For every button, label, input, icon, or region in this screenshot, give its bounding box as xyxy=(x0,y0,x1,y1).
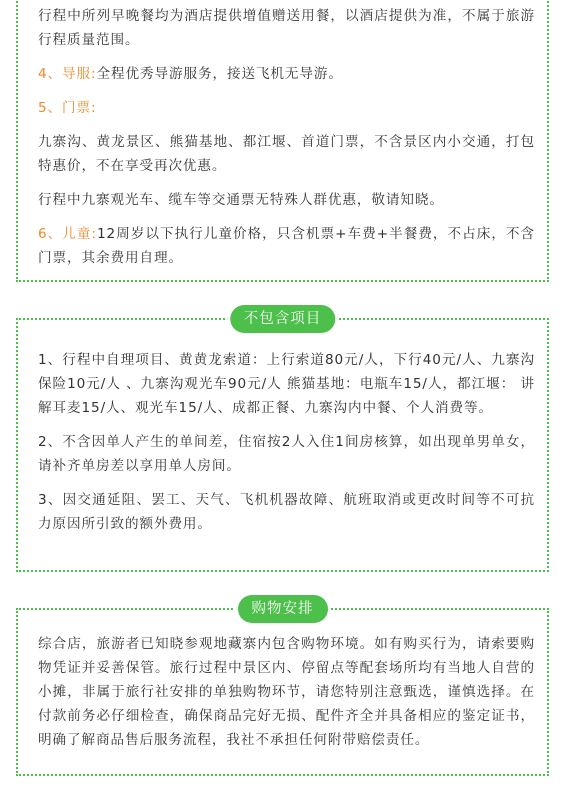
shopping-content xyxy=(38,632,535,762)
meals-note: 行程中所列早晚餐均为酒店提供增值赠送用餐，以酒店提供为准，不属于旅游行程质量范围。 xyxy=(38,8,535,48)
shopping-section-title: 购物安排 xyxy=(238,595,328,623)
excluded-content xyxy=(38,348,535,546)
shopping-section-box xyxy=(16,601,549,776)
tickets-label: 门票: xyxy=(62,100,97,116)
excluded-item-1: 1、行程中自理项目、黄黄龙索道：上行索道80元/人，下行40元/人、九寨沟保险10元/人 、九寨沟观光车90元/人 熊猫基地：电瓶车15/人，都江堰： 讲解耳麦15/人、观光车15/人、成都正餐、九寨沟内中餐、个人消费等。 xyxy=(38,352,535,416)
children-num: 6、 xyxy=(38,226,63,242)
children-item xyxy=(38,222,535,270)
guide-item xyxy=(38,62,535,86)
excluded-section-title: 不包含项目 xyxy=(230,305,336,333)
tickets-num: 5、 xyxy=(38,100,63,116)
guide-text: 全程优秀导游服务，接送飞机无导游。 xyxy=(96,66,343,82)
tickets-text-1: 九寨沟、黄龙景区、熊猫基地、都江堰、首道门票，不含景区内小交通，打包特惠价，不在享受再次优惠。 xyxy=(38,134,535,174)
shopping-text: 综合店，旅游者已知晓参观地藏寨内包含购物环境。如有购买行为，请索要购物凭证并妥善保管。旅行过程中景区内、停留点等配套场所均有当地人自营的小摊，非属于旅行社安排的单独购物环节，请您特别注意甄选，谨慎选择。在付款前务必仔细检查，确保商品完好无损、配件齐全并具备相应的鉴定证书，明确了解商品售后服务流程，我社不承担任何附带赔偿责任。 xyxy=(38,636,535,748)
included-section-box xyxy=(16,0,549,282)
included-content xyxy=(38,4,535,280)
excluded-section-box xyxy=(16,311,549,572)
tickets-text-2: 行程中九寨观光车、缆车等交通票无特殊人群优惠，敬请知晓。 xyxy=(38,192,444,208)
tickets-heading xyxy=(38,96,535,120)
guide-label: 导服: xyxy=(62,66,97,82)
children-label: 儿童: xyxy=(62,226,97,242)
children-text: 12周岁以下执行儿童价格，只含机票+车费+半餐费，不占床，不含门票，其余费用自理。 xyxy=(38,226,536,266)
excluded-item-2: 2、不含因单人产生的单间差，住宿按2人入住1间房核算，如出现单男单女，请补齐单房差以享用单人房间。 xyxy=(38,434,535,474)
excluded-item-3: 3、因交通延阻、罢工、天气、飞机机器故障、航班取消或更改时间等不可抗力原因所引致的额外费用。 xyxy=(38,492,535,532)
guide-num: 4、 xyxy=(38,66,63,82)
